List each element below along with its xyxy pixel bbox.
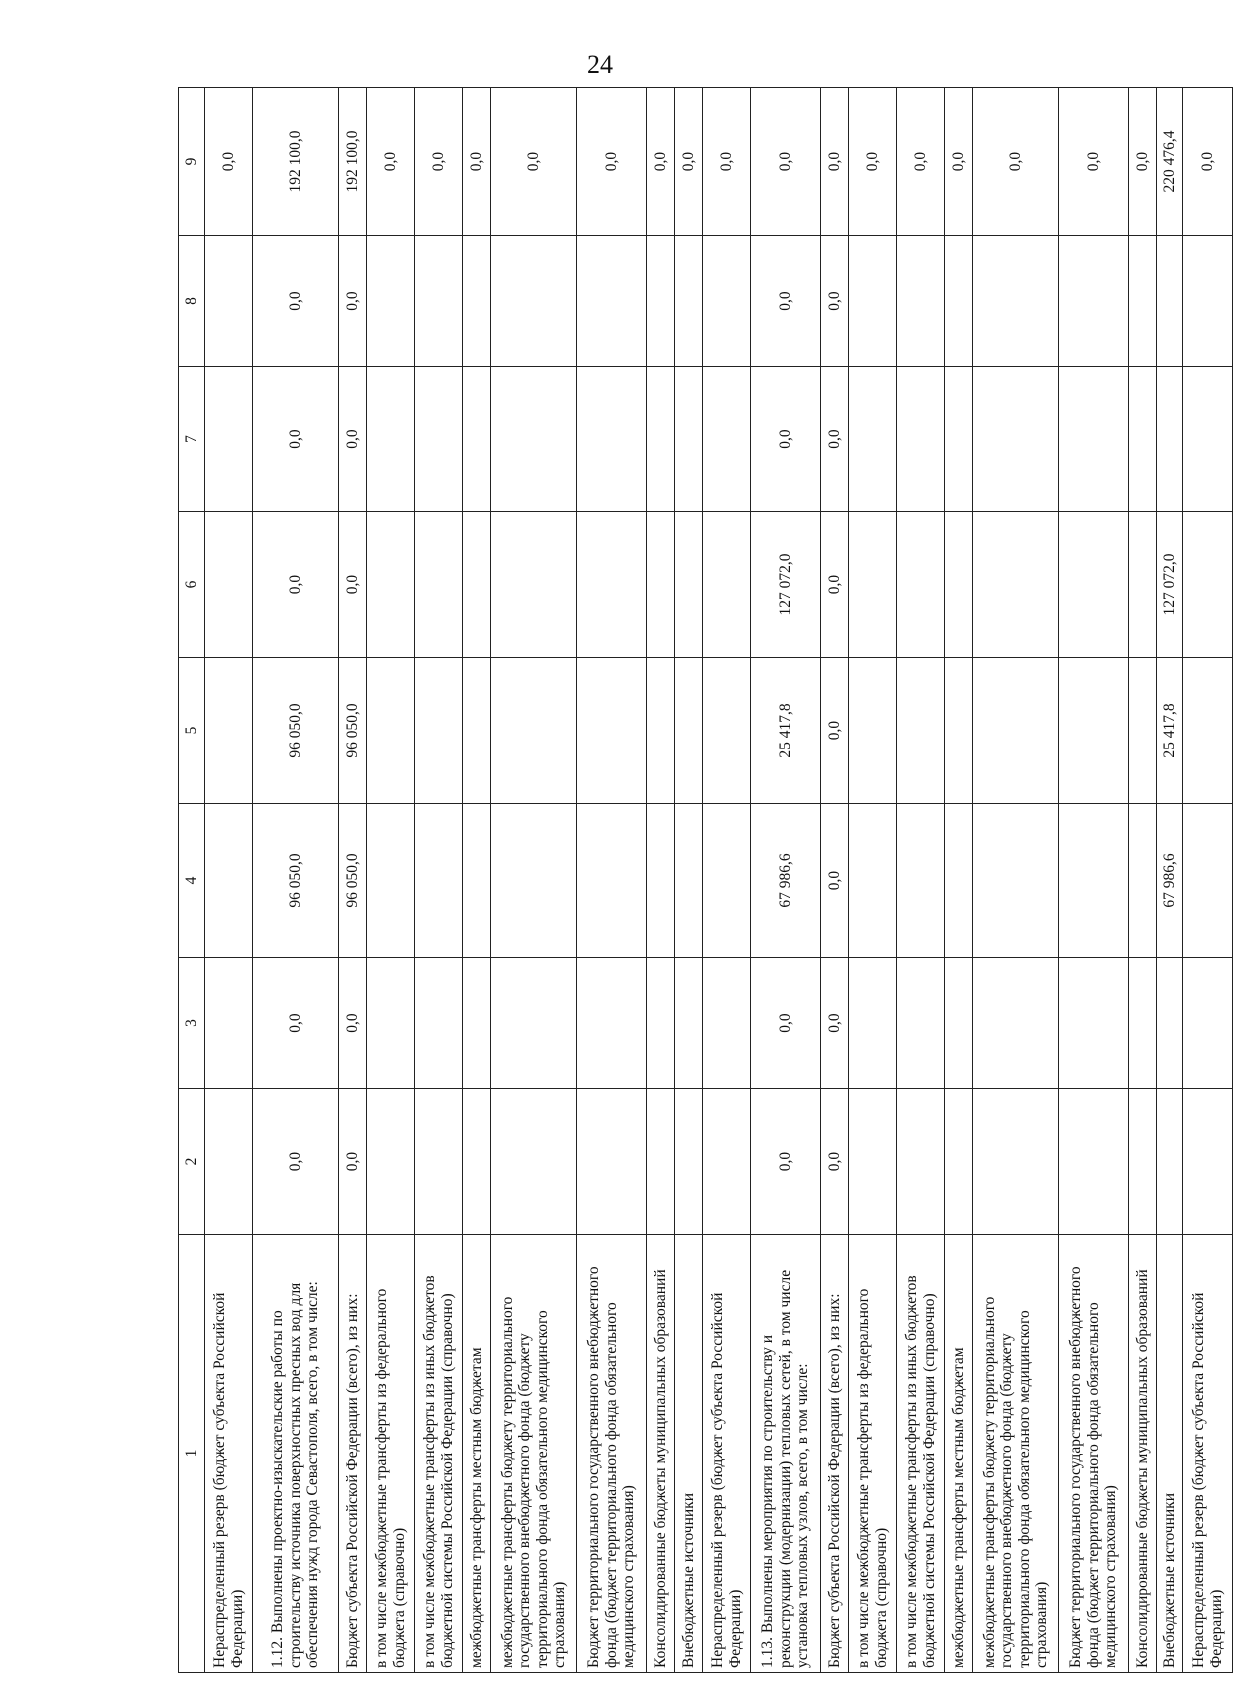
column-header-7: 7 <box>179 367 205 512</box>
cell-col-9: 0,0 <box>703 88 751 236</box>
cell-col-6 <box>367 512 415 658</box>
cell-col-7 <box>973 367 1059 512</box>
column-header-4: 4 <box>179 804 205 958</box>
row-label: межбюджетные трансферты местным бюджетам <box>945 1235 973 1673</box>
cell-col-5 <box>849 658 897 804</box>
cell-col-8 <box>849 236 897 367</box>
cell-col-2 <box>945 1089 973 1235</box>
cell-col-5 <box>703 658 751 804</box>
cell-col-7 <box>703 367 751 512</box>
cell-col-2 <box>415 1089 463 1235</box>
cell-col-6 <box>945 512 973 658</box>
cell-col-8 <box>491 236 577 367</box>
cell-col-3 <box>1059 958 1129 1089</box>
row-label: в том числе межбюджетные трансферты из иных бюджетов бюджетной системы Российской Федерации (справочно) <box>415 1235 463 1673</box>
row-label: в том числе межбюджетные трансферты из федерального бюджета (справочно) <box>849 1235 897 1673</box>
cell-col-3 <box>205 958 253 1089</box>
cell-col-9: 0,0 <box>577 88 647 236</box>
header-row <box>179 88 205 1673</box>
cell-col-7 <box>849 367 897 512</box>
cell-col-3 <box>577 958 647 1089</box>
cell-col-8 <box>973 236 1059 367</box>
cell-col-2 <box>577 1089 647 1235</box>
cell-col-9: 0,0 <box>491 88 577 236</box>
cell-col-6 <box>577 512 647 658</box>
row-label: Бюджет субъекта Российской Федерации (всего), из них: <box>339 1235 367 1673</box>
cell-col-6 <box>1059 512 1129 658</box>
table-row <box>367 88 415 1673</box>
cell-col-5: 25 417,8 <box>751 658 821 804</box>
table-row <box>463 88 491 1673</box>
cell-col-3: 0,0 <box>253 958 339 1089</box>
cell-col-3 <box>491 958 577 1089</box>
cell-col-8 <box>415 236 463 367</box>
cell-col-8 <box>1129 236 1157 367</box>
cell-col-5: 0,0 <box>821 658 849 804</box>
cell-col-4: 96 050,0 <box>339 804 367 958</box>
cell-col-2 <box>491 1089 577 1235</box>
cell-col-5 <box>415 658 463 804</box>
cell-col-7 <box>1183 367 1233 512</box>
cell-col-4: 96 050,0 <box>253 804 339 958</box>
table-body <box>179 88 1233 1673</box>
budget-table <box>178 87 1233 1673</box>
cell-col-9: 0,0 <box>751 88 821 236</box>
cell-col-7 <box>463 367 491 512</box>
row-label: 1.12. Выполнены проектно-изыскательские работы по строительству источника поверхностных пресных вод для обеспечения нужд города Севастополя, всего, в том числе: <box>253 1235 339 1673</box>
cell-col-8 <box>463 236 491 367</box>
table-row <box>897 88 945 1673</box>
cell-col-8 <box>897 236 945 367</box>
cell-col-4 <box>1059 804 1129 958</box>
cell-col-3: 0,0 <box>821 958 849 1089</box>
cell-col-4 <box>463 804 491 958</box>
cell-col-4 <box>491 804 577 958</box>
cell-col-4 <box>1183 804 1233 958</box>
cell-col-5 <box>1129 658 1157 804</box>
table-row <box>253 88 339 1673</box>
cell-col-9: 0,0 <box>415 88 463 236</box>
cell-col-3: 0,0 <box>339 958 367 1089</box>
cell-col-3 <box>897 958 945 1089</box>
row-label: Бюджет территориального государственного внебюджетного фонда (бюджет территориального фонда обязательного медицинского страхования) <box>577 1235 647 1673</box>
cell-col-6 <box>973 512 1059 658</box>
cell-col-7 <box>945 367 973 512</box>
cell-col-7 <box>415 367 463 512</box>
cell-col-7 <box>897 367 945 512</box>
cell-col-5 <box>897 658 945 804</box>
cell-col-2: 0,0 <box>821 1089 849 1235</box>
cell-col-8 <box>945 236 973 367</box>
cell-col-3 <box>1129 958 1157 1089</box>
table-row <box>1059 88 1129 1673</box>
cell-col-2 <box>205 1089 253 1235</box>
row-label: Нераспределенный резерв (бюджет субъекта Российской Федерации) <box>1183 1235 1233 1673</box>
cell-col-9: 192 100,0 <box>339 88 367 236</box>
cell-col-5 <box>973 658 1059 804</box>
cell-col-5 <box>491 658 577 804</box>
cell-col-7 <box>1129 367 1157 512</box>
cell-col-5: 96 050,0 <box>339 658 367 804</box>
row-label: в том числе межбюджетные трансферты из федерального бюджета (справочно) <box>367 1235 415 1673</box>
cell-col-9: 0,0 <box>821 88 849 236</box>
cell-col-9: 0,0 <box>463 88 491 236</box>
cell-col-9: 0,0 <box>945 88 973 236</box>
cell-col-7 <box>675 367 703 512</box>
cell-col-6 <box>897 512 945 658</box>
cell-col-2: 0,0 <box>339 1089 367 1235</box>
row-label: Консолидированные бюджеты муниципальных образований <box>647 1235 675 1673</box>
cell-col-8: 0,0 <box>821 236 849 367</box>
cell-col-6 <box>647 512 675 658</box>
cell-col-8 <box>703 236 751 367</box>
cell-col-4 <box>973 804 1059 958</box>
cell-col-6 <box>1129 512 1157 658</box>
cell-col-5 <box>463 658 491 804</box>
cell-col-8 <box>647 236 675 367</box>
cell-col-8 <box>577 236 647 367</box>
cell-col-6: 127 072,0 <box>1157 512 1183 658</box>
table-row <box>339 88 367 1673</box>
cell-col-6 <box>463 512 491 658</box>
cell-col-7 <box>577 367 647 512</box>
cell-col-4 <box>849 804 897 958</box>
cell-col-4: 0,0 <box>821 804 849 958</box>
cell-col-4 <box>897 804 945 958</box>
cell-col-6: 127 072,0 <box>751 512 821 658</box>
cell-col-8 <box>1157 236 1183 367</box>
cell-col-2: 0,0 <box>253 1089 339 1235</box>
cell-col-5 <box>945 658 973 804</box>
cell-col-5 <box>577 658 647 804</box>
cell-col-8: 0,0 <box>339 236 367 367</box>
cell-col-9: 0,0 <box>675 88 703 236</box>
cell-col-5: 25 417,8 <box>1157 658 1183 804</box>
cell-col-9: 0,0 <box>1059 88 1129 236</box>
cell-col-9: 192 100,0 <box>253 88 339 236</box>
table-row <box>1157 88 1183 1673</box>
cell-col-4 <box>703 804 751 958</box>
cell-col-6 <box>1183 512 1233 658</box>
cell-col-4 <box>367 804 415 958</box>
row-label: межбюджетные трансферты местным бюджетам <box>463 1235 491 1673</box>
cell-col-9: 0,0 <box>1183 88 1233 236</box>
cell-col-7: 0,0 <box>253 367 339 512</box>
table-row <box>1129 88 1157 1673</box>
cell-col-3 <box>973 958 1059 1089</box>
cell-col-9: 0,0 <box>849 88 897 236</box>
cell-col-2: 0,0 <box>751 1089 821 1235</box>
cell-col-3 <box>945 958 973 1089</box>
cell-col-5 <box>205 658 253 804</box>
cell-col-9: 0,0 <box>973 88 1059 236</box>
cell-col-3 <box>463 958 491 1089</box>
table-row <box>973 88 1059 1673</box>
cell-col-4 <box>647 804 675 958</box>
page-number: 24 <box>587 50 613 79</box>
cell-col-6 <box>205 512 253 658</box>
cell-col-2 <box>1183 1089 1233 1235</box>
table-row <box>205 88 253 1673</box>
cell-col-8 <box>1183 236 1233 367</box>
cell-col-4: 67 986,6 <box>751 804 821 958</box>
cell-col-4 <box>577 804 647 958</box>
cell-col-7 <box>1059 367 1129 512</box>
cell-col-6: 0,0 <box>253 512 339 658</box>
row-label: Бюджет субъекта Российской Федерации (всего), из них: <box>821 1235 849 1673</box>
cell-col-9: 0,0 <box>1129 88 1157 236</box>
cell-col-2 <box>463 1089 491 1235</box>
cell-col-6 <box>491 512 577 658</box>
cell-col-4 <box>675 804 703 958</box>
cell-col-5 <box>367 658 415 804</box>
row-label: межбюджетные трансферты бюджету территориального государственного внебюджетного фонда (бюджету территориального фонда обязательного медицинского страхования) <box>491 1235 577 1673</box>
table-row <box>751 88 821 1673</box>
column-header-8: 8 <box>179 236 205 367</box>
cell-col-4 <box>415 804 463 958</box>
cell-col-5: 96 050,0 <box>253 658 339 804</box>
column-header-3: 3 <box>179 958 205 1089</box>
row-label: Внебюджетные источники <box>1157 1235 1183 1673</box>
cell-col-9: 0,0 <box>205 88 253 236</box>
table-row <box>849 88 897 1673</box>
table-row <box>647 88 675 1673</box>
cell-col-3 <box>367 958 415 1089</box>
cell-col-6 <box>703 512 751 658</box>
cell-col-8 <box>367 236 415 367</box>
row-label: 1.13. Выполнены мероприятия по строительству и реконструкции (модернизации) тепловых сетей, в том числе установка тепловых узлов, всего, в том числе: <box>751 1235 821 1673</box>
cell-col-7 <box>647 367 675 512</box>
cell-col-3: 0,0 <box>751 958 821 1089</box>
cell-col-6 <box>415 512 463 658</box>
cell-col-4 <box>205 804 253 958</box>
cell-col-3 <box>1183 958 1233 1089</box>
row-label: Нераспределенный резерв (бюджет субъекта Российской Федерации) <box>205 1235 253 1673</box>
cell-col-2 <box>1157 1089 1183 1235</box>
cell-col-7: 0,0 <box>821 367 849 512</box>
row-label: в том числе межбюджетные трансферты из иных бюджетов бюджетной системы Российской Федерации (справочно) <box>897 1235 945 1673</box>
cell-col-8: 0,0 <box>253 236 339 367</box>
column-header-5: 5 <box>179 658 205 804</box>
cell-col-7 <box>367 367 415 512</box>
cell-col-2 <box>675 1089 703 1235</box>
row-label: межбюджетные трансферты бюджету территориального государственного внебюджетного фонда (бюджету территориального фонда обязательного медицинского страхования) <box>973 1235 1059 1673</box>
cell-col-7 <box>1157 367 1183 512</box>
table-row <box>491 88 577 1673</box>
row-label: Бюджет территориального государственного внебюджетного фонда (бюджет территориального фонда обязательного медицинского страхования) <box>1059 1235 1129 1673</box>
cell-col-2 <box>973 1089 1059 1235</box>
table-row <box>577 88 647 1673</box>
cell-col-3 <box>1157 958 1183 1089</box>
cell-col-2 <box>647 1089 675 1235</box>
table-row <box>821 88 849 1673</box>
cell-col-8 <box>1059 236 1129 367</box>
rotated-table-container <box>178 88 1225 1673</box>
cell-col-4 <box>945 804 973 958</box>
column-header-9: 9 <box>179 88 205 236</box>
cell-col-2 <box>367 1089 415 1235</box>
cell-col-7: 0,0 <box>751 367 821 512</box>
cell-col-6: 0,0 <box>821 512 849 658</box>
cell-col-6: 0,0 <box>339 512 367 658</box>
table-row <box>415 88 463 1673</box>
cell-col-6 <box>675 512 703 658</box>
cell-col-6 <box>849 512 897 658</box>
cell-col-9: 0,0 <box>647 88 675 236</box>
cell-col-7 <box>491 367 577 512</box>
row-label: Внебюджетные источники <box>675 1235 703 1673</box>
cell-col-5 <box>647 658 675 804</box>
table-row <box>703 88 751 1673</box>
table-row <box>675 88 703 1673</box>
cell-col-3 <box>849 958 897 1089</box>
column-header-6: 6 <box>179 512 205 658</box>
cell-col-2 <box>703 1089 751 1235</box>
cell-col-3 <box>415 958 463 1089</box>
cell-col-7 <box>205 367 253 512</box>
cell-col-2 <box>1059 1089 1129 1235</box>
cell-col-2 <box>1129 1089 1157 1235</box>
cell-col-2 <box>897 1089 945 1235</box>
cell-col-3 <box>703 958 751 1089</box>
cell-col-9: 220 476,4 <box>1157 88 1183 236</box>
row-label: Консолидированные бюджеты муниципальных образований <box>1129 1235 1157 1673</box>
cell-col-4: 67 986,6 <box>1157 804 1183 958</box>
cell-col-8: 0,0 <box>751 236 821 367</box>
cell-col-3 <box>647 958 675 1089</box>
cell-col-2 <box>849 1089 897 1235</box>
cell-col-3 <box>675 958 703 1089</box>
cell-col-8 <box>675 236 703 367</box>
column-header-1: 1 <box>179 1235 205 1673</box>
column-header-2: 2 <box>179 1089 205 1235</box>
cell-col-4 <box>1129 804 1157 958</box>
cell-col-5 <box>1059 658 1129 804</box>
table-row <box>1183 88 1233 1673</box>
cell-col-7: 0,0 <box>339 367 367 512</box>
cell-col-9: 0,0 <box>367 88 415 236</box>
cell-col-9: 0,0 <box>897 88 945 236</box>
cell-col-8 <box>205 236 253 367</box>
cell-col-5 <box>675 658 703 804</box>
cell-col-5 <box>1183 658 1233 804</box>
row-label: Нераспределенный резерв (бюджет субъекта Российской Федерации) <box>703 1235 751 1673</box>
table-row <box>945 88 973 1673</box>
